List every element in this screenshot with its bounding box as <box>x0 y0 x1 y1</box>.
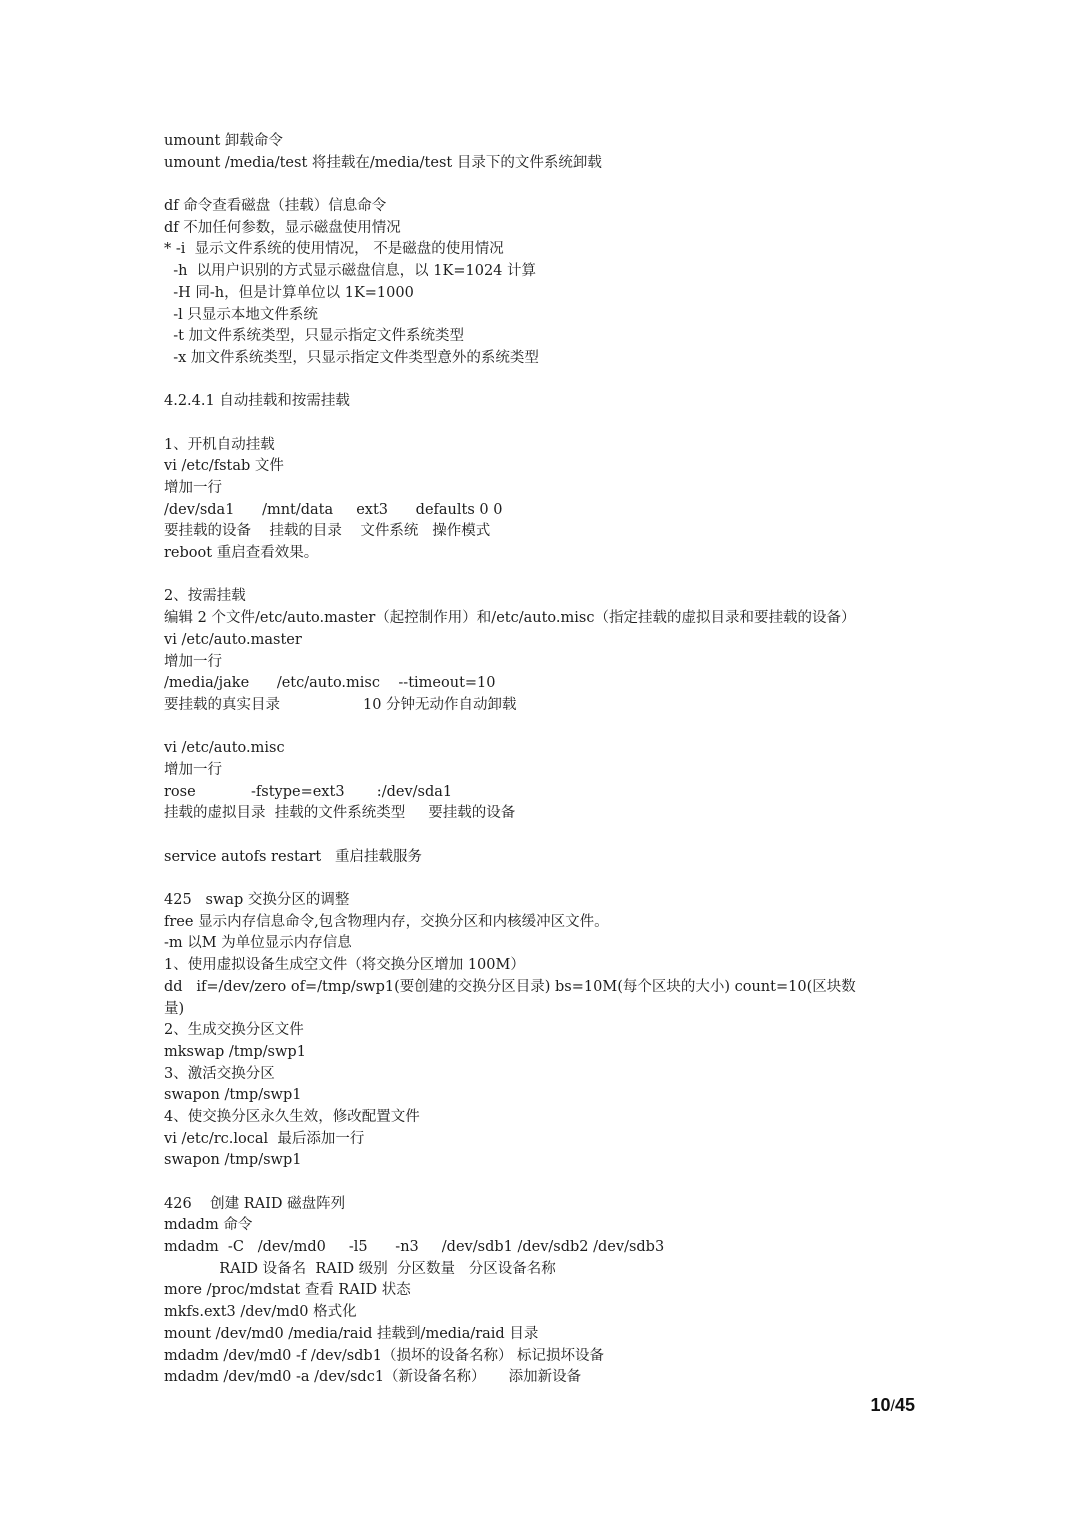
blank-line <box>164 413 964 435</box>
text-line: swapon /tmp/swp1 <box>164 1087 302 1104</box>
document-body <box>164 131 964 1389</box>
text-line: umount 卸载命令 <box>164 133 283 149</box>
text-line: mkswap /tmp/swp1 <box>164 1043 306 1060</box>
text-line: umount /media/test 将挂载在/media/test 目录下的文件系统卸载 <box>164 154 602 171</box>
text-line: mkfs.ext3 /dev/md0 格式化 <box>164 1304 357 1321</box>
text-line: * -i 显示文件系统的使用情况， 不是磁盘的使用情况 <box>164 241 504 258</box>
text-line: 增加一行 <box>164 653 222 670</box>
text-line: -h 以用户识别的方式显示磁盘信息，以 1K=1024 计算 <box>164 263 536 280</box>
text-line: mdadm 命令 <box>164 1217 253 1234</box>
text-line: 1、开机自动挂载 <box>164 436 275 453</box>
text-line: 编辑 2 个文件/etc/auto.master（起控制作用）和/etc/auto.misc（指定挂载的虚拟目录和要挂载的设备） <box>164 610 856 627</box>
text-line: RAID 设备名 RAID 级别 分区数量 分区设备名称 <box>164 1260 556 1277</box>
text-line: mdadm /dev/md0 -a /dev/sdc1（新设备名称） 添加新设备 <box>164 1369 582 1386</box>
text-line: 3、激活交换分区 <box>164 1065 275 1082</box>
text-line: -H 同-h，但是计算单位以 1K=1000 <box>164 284 414 301</box>
text-line: rose -fstype=ext3 :/dev/sda1 <box>164 783 453 800</box>
text-line: mount /dev/md0 /media/raid 挂载到/media/raid 目录 <box>164 1325 539 1342</box>
text-line: -l 只显示本地文件系统 <box>164 306 318 323</box>
text-line: vi /etc/auto.misc <box>164 740 285 757</box>
text-line: free 显示内存信息命令,包含物理内存，交换分区和内核缓冲区文件。 <box>164 913 609 930</box>
blank-line <box>164 1172 964 1194</box>
blank-line <box>164 825 964 847</box>
text-line: 要挂载的真实目录 10 分钟无动作自动卸载 <box>164 696 517 713</box>
text-line: 425 swap 交换分区的调整 <box>164 892 350 909</box>
blank-line <box>164 565 964 587</box>
text-line: 4.2.4.1 自动挂载和按需挂载 <box>164 393 350 410</box>
text-line: 要挂载的设备 挂载的目录 文件系统 操作模式 <box>164 523 491 540</box>
blank-line <box>164 717 964 739</box>
text-line: mdadm /dev/md0 -f /dev/sdb1（损坏的设备名称） 标记损坏设备 <box>164 1347 605 1364</box>
text-line: more /proc/mdstat 查看 RAID 状态 <box>164 1282 411 1299</box>
text-line: vi /etc/fstab 文件 <box>164 458 284 475</box>
blank-line <box>164 370 964 392</box>
text-line: df 不加任何参数，显示磁盘使用情况 <box>164 219 401 236</box>
page-number <box>870 1395 915 1416</box>
blank-line <box>164 174 964 196</box>
text-line: 挂载的虚拟目录 挂载的文件系统类型 要挂载的设备 <box>164 805 516 822</box>
text-line: mdadm -C /dev/md0 -l5 -n3 /dev/sdb1 /dev/sdb2 /dev/sdb3 <box>164 1239 665 1256</box>
text-line: 2、生成交换分区文件 <box>164 1022 304 1039</box>
text-line: -x 加文件系统类型，只显示指定文件类型意外的系统类型 <box>164 349 539 366</box>
text-line: -m 以M 为单位显示内存信息 <box>164 935 352 952</box>
text-line: /dev/sda1 /mnt/data ext3 defaults 0 0 <box>164 501 503 518</box>
page-number-current: 10 <box>870 1395 891 1415</box>
text-line: 426 创建 RAID 磁盘阵列 <box>164 1195 346 1212</box>
text-line: 1、使用虚拟设备生成空文件（将交换分区增加 100M） <box>164 957 525 974</box>
text-line: service autofs restart 重启挂载服务 <box>164 848 423 865</box>
page-number-total: 45 <box>894 1395 915 1415</box>
text-line: 增加一行 <box>164 480 222 496</box>
text-line: 增加一行 <box>164 761 222 778</box>
text-line: /media/jake /etc/auto.misc --timeout=10 <box>164 675 496 692</box>
text-line: 4、使交换分区永久生效，修改配置文件 <box>164 1108 420 1125</box>
text-line: -t 加文件系统类型，只显示指定文件系统类型 <box>164 328 465 345</box>
page-number-separator: / <box>890 1398 895 1415</box>
text-line: swapon /tmp/swp1 <box>164 1152 302 1169</box>
text-line: reboot 重启查看效果。 <box>164 545 319 562</box>
text-line: dd if=/dev/zero of=/tmp/swp1(要创建的交换分区目录) bs=10M(每个区块的大小) count=10(区块数 <box>164 978 856 995</box>
text-line: 量) <box>164 1000 185 1017</box>
text-line: vi /etc/rc.local 最后添加一行 <box>164 1130 365 1147</box>
text-line: vi /etc/auto.master <box>164 631 302 648</box>
text-line: df 命令查看磁盘（挂载）信息命令 <box>164 198 387 215</box>
text-line: 2、按需挂载 <box>164 588 246 605</box>
blank-line <box>164 868 964 890</box>
